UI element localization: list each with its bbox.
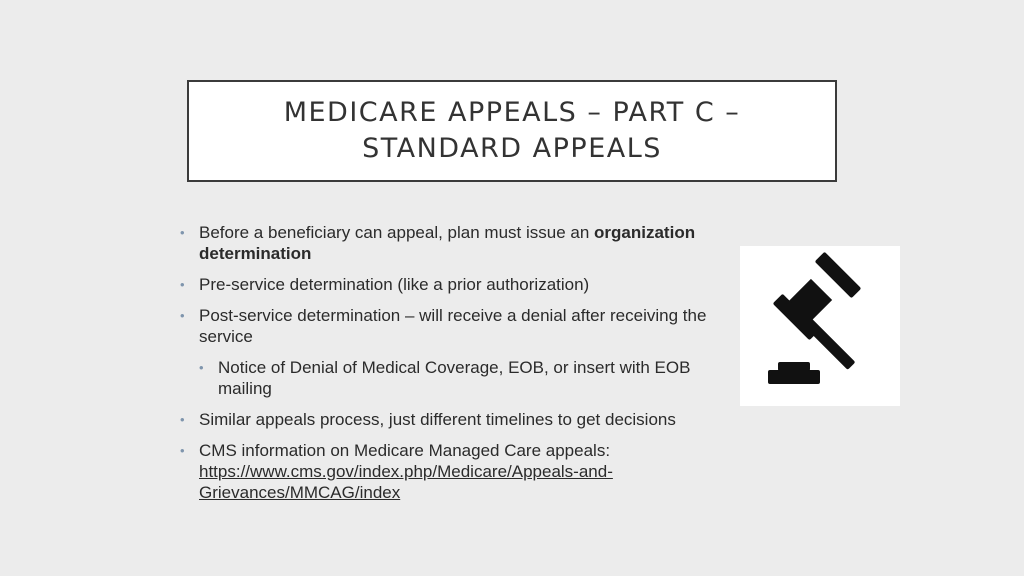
bullet-marker: • <box>180 443 185 458</box>
cms-appeals-link[interactable] <box>199 461 720 503</box>
bullet-item-cms-information <box>180 440 720 503</box>
cms-appeals-link-line-1: https://www.cms.gov/index.php/Medicare/Appeals-and- <box>199 462 613 481</box>
bullet-item-organization-determination <box>180 222 720 264</box>
gavel-icon <box>740 246 900 406</box>
gavel-image <box>740 246 900 406</box>
cms-appeals-link-line-2: Grievances/MMCAG/index <box>199 483 401 502</box>
bullet-bold-text: organization determination <box>199 223 696 263</box>
bullet-text: Pre-service determination (like a prior authorization) <box>199 275 590 294</box>
bullet-marker: • <box>199 360 204 375</box>
bullet-marker: • <box>180 277 185 292</box>
bullet-item-similar-process <box>180 409 720 430</box>
sub-bullet-item-notice-of-denial <box>199 357 720 399</box>
bullet-list <box>180 222 720 513</box>
bullet-item-pre-service <box>180 274 720 295</box>
slide-title-line-2: STANDARD APPEALS <box>362 133 662 164</box>
bullet-text: CMS information on Medicare Managed Care appeals: <box>199 441 611 460</box>
bullet-marker: • <box>180 225 185 240</box>
bullet-text: Before a beneficiary can appeal, plan must issue an <box>199 223 595 242</box>
bullet-marker: • <box>180 412 185 427</box>
bullet-text: Post-service determination – will receive a denial after receiving the service <box>199 306 707 346</box>
bullet-text: Similar appeals process, just different timelines to get decisions <box>199 410 676 429</box>
sub-bullet-text: Notice of Denial of Medical Coverage, EOB, or insert with EOB mailing <box>218 358 691 398</box>
slide-title-line-1: MEDICARE APPEALS – PART C – <box>283 97 741 128</box>
slide-title-box <box>187 80 837 182</box>
bullet-marker: • <box>180 308 185 323</box>
bullet-item-post-service <box>180 305 720 399</box>
